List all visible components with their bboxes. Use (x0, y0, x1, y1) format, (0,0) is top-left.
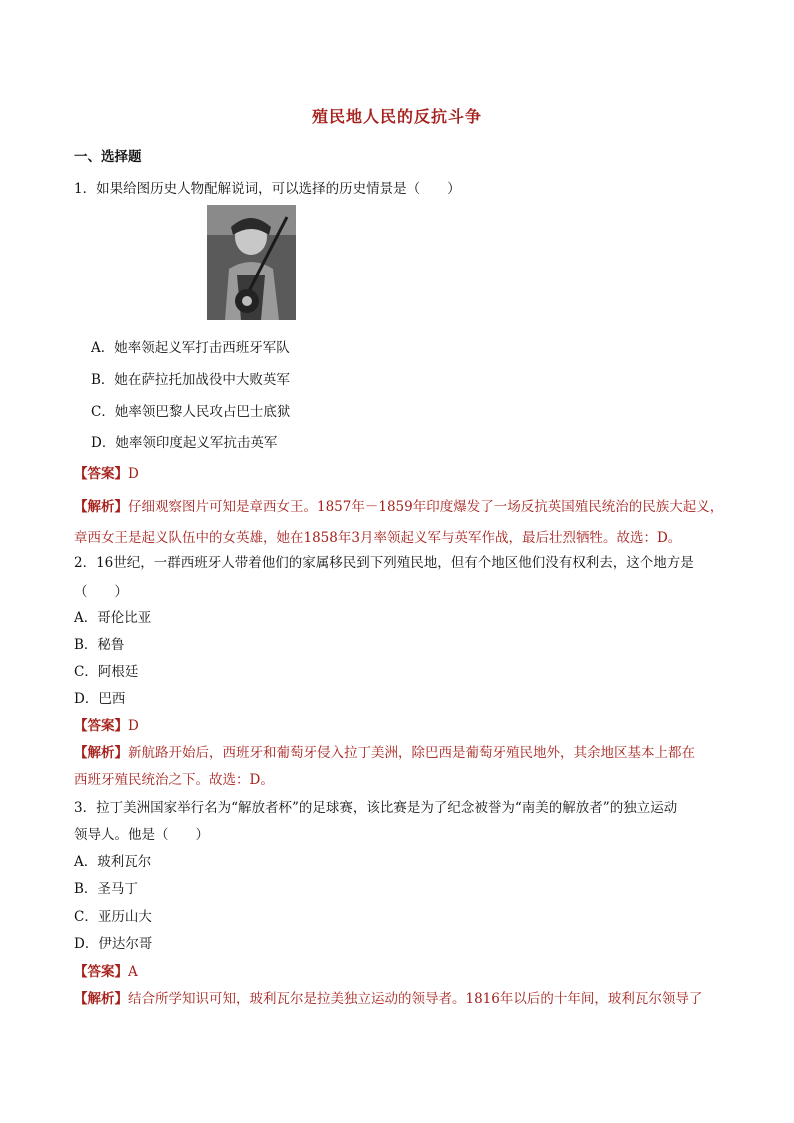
answer-value: D (128, 718, 139, 734)
question-2-option-d: D．巴西 (74, 691, 126, 707)
page-title: 殖民地人民的反抗斗争 (311, 107, 482, 126)
question-2-analysis-cont: 西班牙殖民统治之下。故选：D。 (74, 772, 274, 788)
question-2-option-a: A．哥伦比亚 (74, 610, 152, 626)
question-3-option-b: B．圣马丁 (74, 881, 138, 897)
answer-tag: 【答案】 (74, 718, 128, 734)
question-3-analysis (74, 987, 702, 1007)
rani-of-jhansi-image (207, 205, 296, 320)
question-1-analysis-cont: 章西女王是起义队伍中的女英雄，她在1858年3月率领起义军与英军作战，最后壮烈牺牲。故选：D。 (74, 530, 682, 546)
analysis-tag: 【解析】 (74, 991, 128, 1007)
answer-value: A (128, 964, 138, 980)
question-2-answer (74, 714, 139, 734)
question-2-stem: 2．16世纪，一群西班牙人带着他们的家属移民到下列殖民地，但有个地区他们没有权利去，这个地方是 (74, 555, 694, 571)
question-3-option-a: A．玻利瓦尔 (74, 854, 152, 870)
question-3-stem-cont: 领导人。他是（ ） (74, 827, 209, 843)
section-heading: 一、选择题 (74, 149, 142, 165)
question-3-answer (74, 960, 138, 980)
question-1-option-a: A．她率领起义军打击西班牙军队 (91, 340, 290, 356)
analysis-text: 仔细观察图片可知是章西女王。1857年－1859年印度爆发了一场反抗英国殖民统治的民族大起义， (128, 499, 724, 515)
question-2-option-c: C．阿根廷 (74, 664, 139, 680)
analysis-tag: 【解析】 (74, 745, 128, 761)
question-1-answer (74, 462, 139, 482)
answer-tag: 【答案】 (74, 466, 128, 482)
analysis-text: 新航路开始后，西班牙和葡萄牙侵入拉丁美洲，除巴西是葡萄牙殖民地外，其余地区基本上都在 (128, 745, 695, 761)
question-3-stem: 3．拉丁美洲国家举行名为“解放者杯”的足球赛，该比赛是为了纪念被誉为“南美的解放者”的独立运动 (74, 800, 678, 816)
answer-value: D (128, 466, 139, 482)
question-1-stem: 1．如果给图历史人物配解说词，可以选择的历史情景是（ ） (74, 181, 461, 197)
question-3-option-d: D．伊达尔哥 (74, 936, 153, 952)
analysis-tag: 【解析】 (74, 499, 128, 515)
question-2-stem-cont: （ ） (74, 584, 128, 600)
question-3-option-c: C．亚历山大 (74, 909, 152, 925)
question-2-option-b: B．秘鲁 (74, 637, 125, 653)
question-1-option-b: B．她在萨拉托加战役中大败英军 (91, 372, 290, 388)
question-1-option-c: C．她率领巴黎人民攻占巴士底狱 (91, 404, 291, 420)
analysis-text: 结合所学知识可知，玻利瓦尔是拉美独立运动的领导者。1816年以后的十年间，玻利瓦尔领导了 (128, 991, 703, 1007)
question-2-analysis (74, 741, 695, 761)
answer-tag: 【答案】 (74, 964, 128, 980)
question-1-option-d: D．她率领印度起义军抗击英军 (91, 435, 278, 451)
question-1-analysis (74, 495, 723, 515)
